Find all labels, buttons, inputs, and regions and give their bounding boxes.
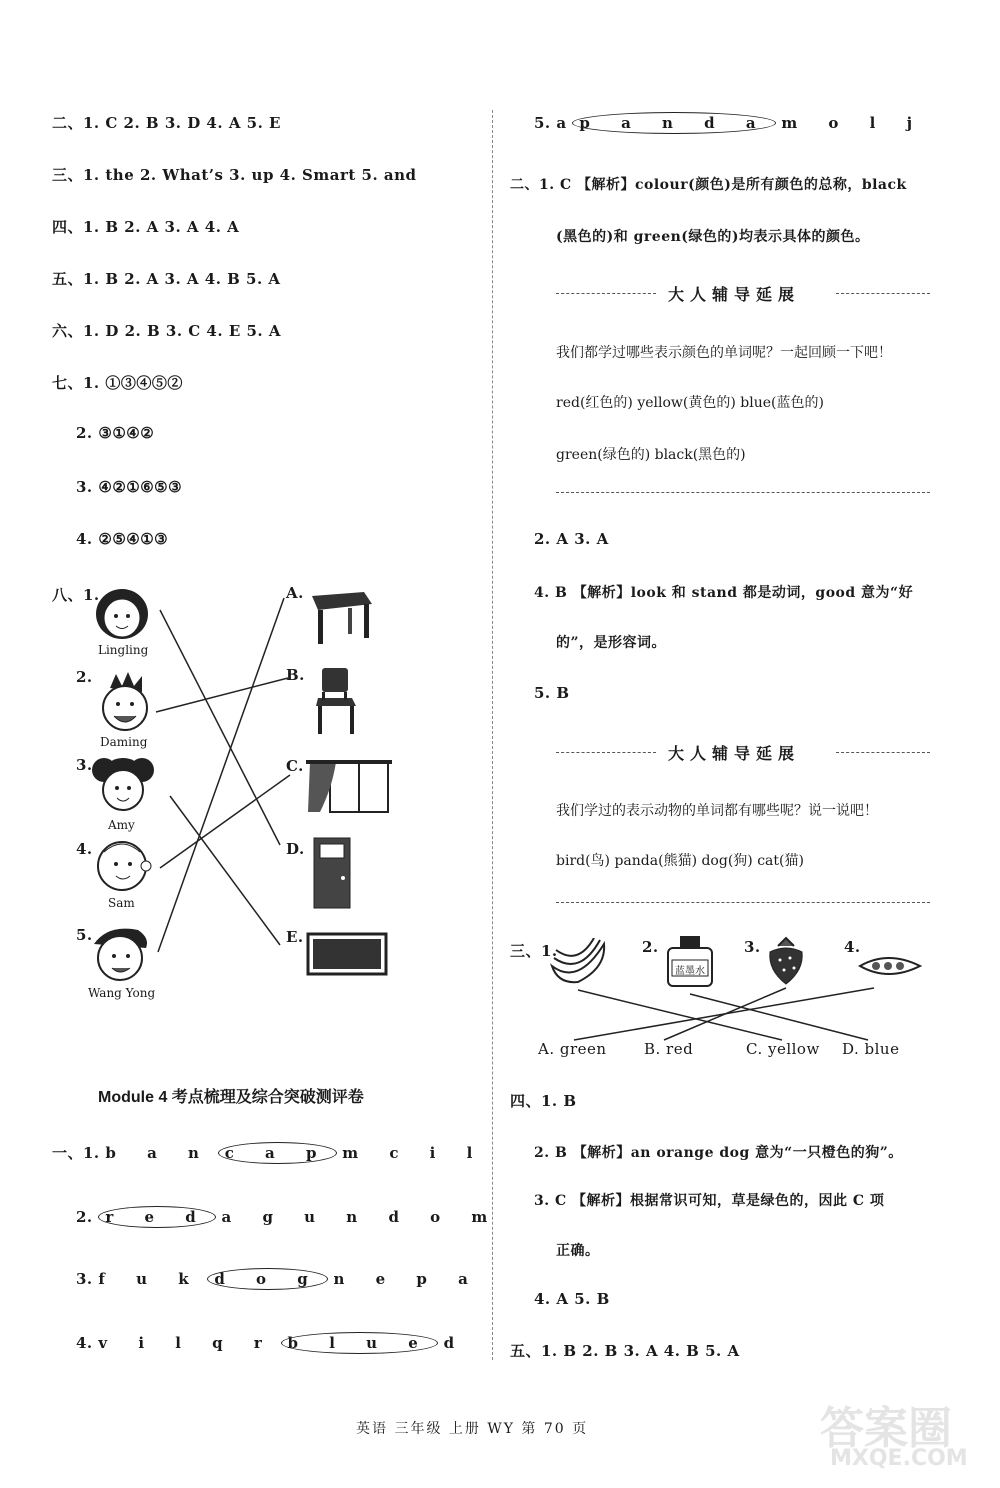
extension-title-1: 大人辅导延展 <box>668 285 801 304</box>
letter-row-5: 5. a p a n d a m o l j <box>534 114 925 132</box>
answer-line-7-1: 七、1. ①③④⑤② <box>52 374 183 392</box>
match-letter-c: C. <box>286 757 304 775</box>
answer-line-5: 五、1. B 2. A 3. A 4. B 5. A <box>52 270 281 288</box>
answer-line-7-4: 4. ②⑤④①③ <box>76 530 169 548</box>
module-title: Module 4 考点梳理及综合突破测评卷 <box>98 1089 364 1106</box>
san-num-4: 4. <box>844 938 861 956</box>
page-footer: 英语 三年级 上册 WY 第 70 页 <box>356 1421 589 1437</box>
san-num-1: 三、1. <box>510 942 558 960</box>
answer-line-7-3: 3. ④②①⑥⑤③ <box>76 478 183 496</box>
extension-1-row-1: red(红色的) yellow(黄色的) blue(蓝色的) <box>556 395 824 411</box>
color-option-c: C. yellow <box>746 1040 820 1058</box>
extension-1-row-2: green(绿色的) black(黑色的) <box>556 447 746 463</box>
watermark-url: MXQE.COM <box>830 1446 968 1471</box>
letter-row-2: 2. r e d a g u n d o m <box>76 1208 501 1226</box>
extension-title-2: 大人辅导延展 <box>668 744 801 763</box>
letter-row-4: 4. v i l q r b l u e d <box>76 1334 468 1352</box>
extension-1-text: 我们都学过哪些表示颜色的单词呢？一起回顾一下吧！ <box>556 345 892 361</box>
answer-er-5: 5. B <box>534 684 570 702</box>
match-letter-e: E. <box>286 928 304 946</box>
answer-si-2: 2. B 【解析】an orange dog 意为“一只橙色的狗”。 <box>534 1145 903 1161</box>
circled-word: r e d <box>98 1206 215 1228</box>
watermark-logo: 答案圈 <box>820 1403 952 1454</box>
answer-line-4: 四、1. B 2. A 3. A 4. A <box>52 218 240 236</box>
name-wang-yong: Wang Yong <box>88 986 156 1000</box>
letter-row-3: 3. f u k d o g n e p a <box>76 1270 481 1288</box>
san-num-3: 3. <box>744 938 761 956</box>
answer-line-2: 二、1. C 2. B 3. D 4. A 5. E <box>52 114 281 132</box>
name-lingling: Lingling <box>98 643 149 657</box>
answer-wu: 五、1. B 2. B 3. A 4. B 5. A <box>510 1342 740 1360</box>
circled-word: p a n d a <box>572 112 775 134</box>
match-letter-a: A. <box>286 584 304 602</box>
extension-2-row: bird(鸟) panda(熊猫) dog(狗) cat(猫) <box>556 853 804 869</box>
answer-er-1: 二、1. C 【解析】colour(颜色)是所有颜色的总称，black <box>510 177 907 193</box>
answer-si-3-cont: 正确。 <box>556 1243 600 1259</box>
match-question-label: 八、1. <box>52 586 100 604</box>
answer-si-3: 3. C 【解析】根据常识可知，草是绿色的，因此 C 项 <box>534 1193 885 1209</box>
color-option-a: A. green <box>538 1040 607 1058</box>
san-num-2: 2. <box>642 938 659 956</box>
answer-er-4-cont: 的”，是形容词。 <box>556 635 667 651</box>
match-num-4: 4. <box>76 840 93 858</box>
ink-bottle-label: 蓝墨水 <box>675 966 705 977</box>
answer-si-4-5: 4. A 5. B <box>534 1290 610 1308</box>
circled-word: d o g <box>207 1268 327 1290</box>
answer-er-4: 4. B 【解析】look 和 stand 都是动词，good 意为“好 <box>534 585 914 601</box>
color-option-d: D. blue <box>842 1040 900 1058</box>
name-amy: Amy <box>108 818 135 832</box>
circled-word: b l u e <box>281 1332 438 1354</box>
name-daming: Daming <box>100 735 148 749</box>
match-num-5: 5. <box>76 926 93 944</box>
match-num-3: 3. <box>76 756 93 774</box>
letter-row-1: 一、1. b a n c a p m c i l <box>52 1144 486 1162</box>
match-letter-b: B. <box>286 666 305 684</box>
color-option-b: B. red <box>644 1040 694 1058</box>
circled-word: c a p <box>218 1142 337 1164</box>
answer-line-7-2: 2. ③①④② <box>76 424 155 442</box>
answer-line-3: 三、1. the 2. What’s 3. up 4. Smart 5. and <box>52 166 417 184</box>
match-letter-d: D. <box>286 840 305 858</box>
extension-2-text: 我们学过的表示动物的单词都有哪些呢？说一说吧！ <box>556 803 878 819</box>
answer-er-1-cont: (黑色的)和 green(绿色的)均表示具体的颜色。 <box>556 229 870 245</box>
answer-si-1: 四、1. B <box>510 1092 577 1110</box>
name-sam: Sam <box>108 896 135 910</box>
answer-er-2-3: 2. A 3. A <box>534 530 609 548</box>
match-num-2: 2. <box>76 668 93 686</box>
answer-line-6: 六、1. D 2. B 3. C 4. E 5. A <box>52 322 281 340</box>
